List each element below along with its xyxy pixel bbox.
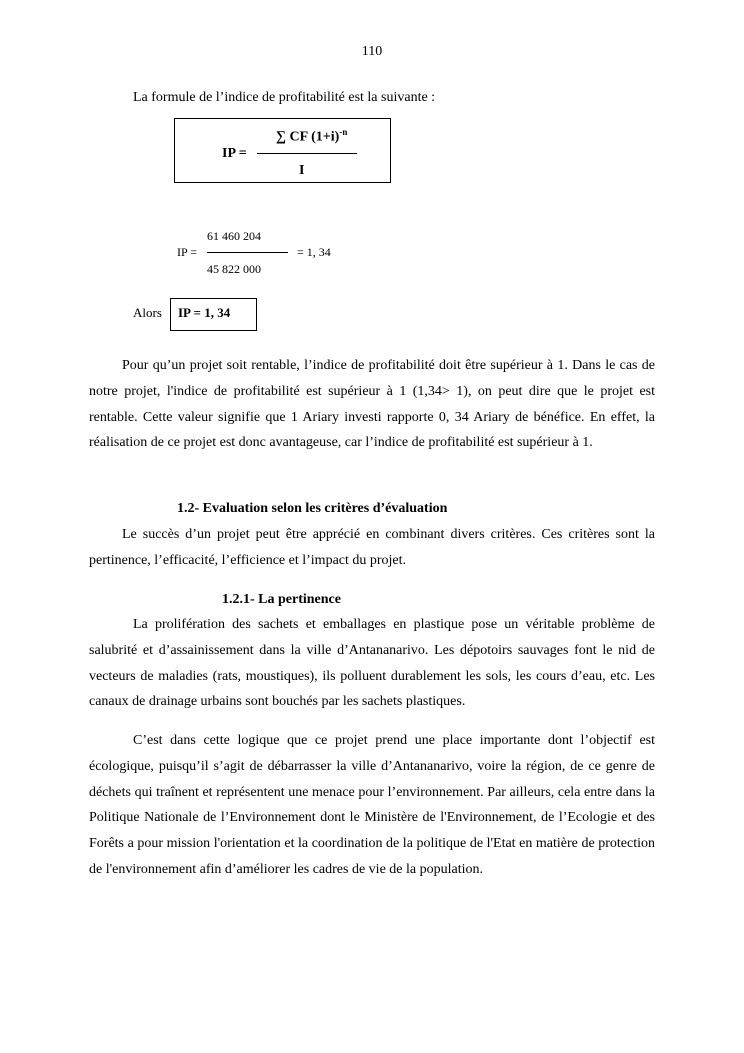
conclusion-label: Alors bbox=[133, 305, 162, 320]
heading-1-2-1: 1.2.1- La pertinence bbox=[222, 592, 341, 607]
calc-fraction-line bbox=[207, 252, 288, 253]
heading-1-2: 1.2- Evaluation selon les critères d’évaluation bbox=[177, 501, 448, 516]
paragraph-pertinence: La prolifération des sachets et emballages en plastique pose un véritable problème de salubrité et d’assainissement dans la ville d’Antananarivo. Les dépotoirs sauvages font le nid de vecteurs de maladies (rats, moustiques), ils polluent durablement les sols, les cours d’eau, etc. Les canaux de drainage urbains sont bouchés par les sachets plastiques. bbox=[89, 617, 655, 710]
calc-result: = 1, 34 bbox=[297, 245, 331, 259]
paragraph-criteria: Le succès d’un projet peut être apprécié en combinant divers critères. Ces critères sont la pertinence, l’efficacité, l’efficience et l’impact du projet. bbox=[89, 527, 655, 568]
formula-exponent: -n bbox=[339, 127, 348, 137]
formula-denominator: I bbox=[299, 163, 305, 178]
paragraph-ecology: C’est dans cette logique que ce projet prend une place importante dont l’objectif est écologique, puisqu’il s’agit de débarrasser la ville d’Antananarivo, voire la région, de ce genre de déchets qui traînent et représentent une menace pour l’environnement. Par ailleurs, cela entre dans la Politique Nationale de l’Environnement dont le Ministère de l'Environnement, de l’Ecologie et des Forêts a pour mission l'orientation et la coordination de la politique de l'Etat en matière de protection de l'environnement afin d’améliorer les cadres de vie de la population. bbox=[89, 733, 655, 877]
page-number: 110 bbox=[361, 44, 383, 59]
paragraph-profitability: Pour qu’un projet soit rentable, l’indice de profitabilité doit être supérieur à 1. Dans le cas de notre projet, l'indice de profitabilité est supérieur à 1 (1,34> 1), on peut dire que le projet est rentable. Cette valeur signifie que 1 Ariary investi rapporte 0, 34 Ariary de bénéfice. En effet, la réalisation de ce projet est donc avantageuse, car l’indice de profitabilité est supérieur à 1. bbox=[89, 358, 655, 451]
formula-fraction-line bbox=[257, 153, 357, 154]
conclusion-result-box: IP = 1, 34 bbox=[170, 298, 257, 331]
formula-numerator: ∑ CF $(1+i)^{-n}$ bbox=[276, 127, 348, 145]
calc-denominator: 45 822 000 bbox=[207, 262, 261, 276]
calc-lhs: IP = bbox=[177, 245, 197, 259]
formula-intro: La formule de l’indice de profitabilité est la suivante : bbox=[133, 90, 436, 105]
calc-numerator: 61 460 204 bbox=[207, 229, 261, 243]
formula-lhs: IP = bbox=[222, 146, 247, 161]
